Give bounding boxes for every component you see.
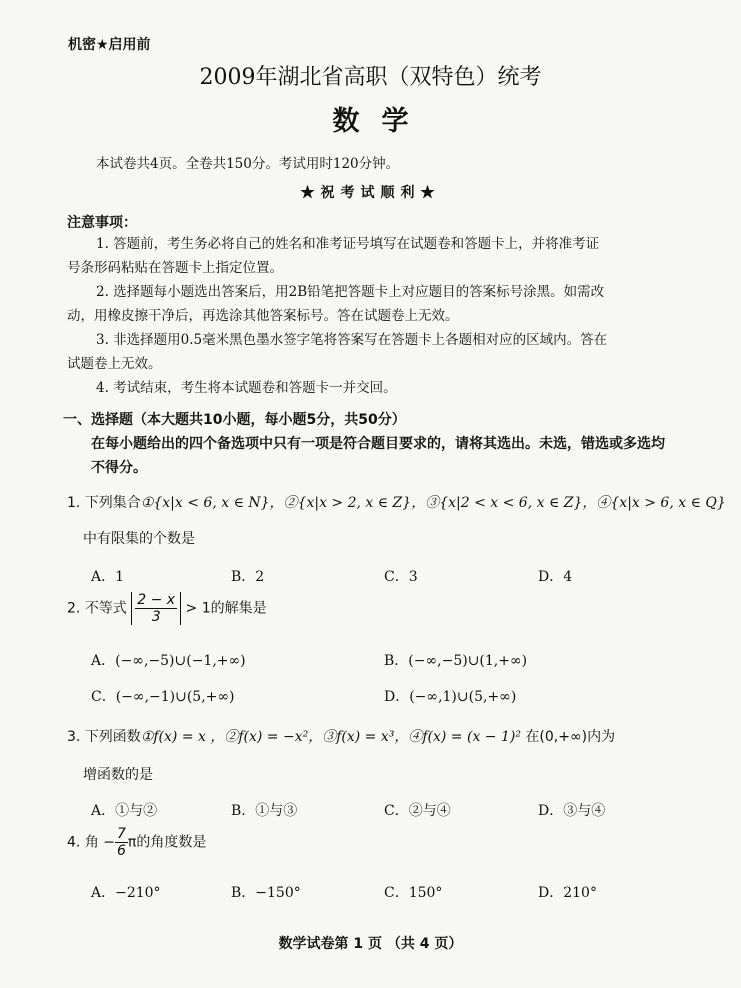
option-d: D．③与④ — [538, 803, 606, 819]
question-number: 1. — [67, 495, 81, 511]
fraction — [115, 826, 128, 859]
option-a: A．①与② — [91, 803, 158, 819]
note-line: 2. 选择题每小题选出答案后，用2B铅笔把答题卡上对应题目的答案标号涂黑。如需改 — [96, 284, 605, 300]
section-title: 一、选择题（本大题共10小题，每小题5分，共50分） — [63, 412, 406, 428]
exam-title: 2009年湖北省高职（双特色）统考 — [199, 65, 542, 90]
note-line: 试题卷上无效。 — [67, 356, 162, 372]
exam-intro: 本试卷共4页。全卷共150分。考试用时120分钟。 — [96, 156, 400, 172]
question-number: 3. — [67, 729, 81, 745]
subject-title: 数学 — [332, 106, 431, 137]
set-expression: ，④{x|x > 6, x ∈ Q} — [582, 495, 726, 511]
fraction-denominator: 6 — [117, 843, 126, 859]
question-prefix: 下列函数 — [84, 729, 141, 745]
page-footer: 数学试卷第 1 页 （共 4 页） — [278, 936, 463, 952]
question-suffix: π的角度数是 — [127, 834, 207, 851]
option-a: A．1 — [91, 569, 125, 585]
option-b: B．①与③ — [231, 803, 298, 819]
note-line: 号条形码粘贴在答题卡上指定位置。 — [67, 260, 283, 276]
confidential-label: 机密★启用前 — [68, 37, 151, 53]
option-a: A．−210° — [91, 885, 161, 901]
good-luck-banner: ★祝考试顺利★ — [300, 185, 441, 201]
question-suffix: > 1的解集是 — [185, 600, 267, 617]
option-b: B．2 — [231, 569, 265, 585]
question-number: 2. — [67, 600, 81, 617]
note-line: 3. 非选择题用0.5毫米黑色墨水签字笔将答案写在答题卡上各题相对应的区域内。答在 — [96, 332, 608, 348]
option-d: D．(−∞,1)∪(5,+∞) — [384, 689, 517, 705]
option-a: A．(−∞,−5)∪(−1,+∞) — [91, 653, 246, 669]
option-c: C．②与④ — [384, 803, 451, 819]
note-line: 1. 答题前，考生务必将自己的姓名和准考证号填写在试题卷和答题卡上，并将准考证 — [96, 236, 600, 252]
question-number: 4. — [67, 834, 81, 851]
option-c: C．(−∞,−1)∪(5,+∞) — [91, 689, 235, 705]
question-continuation: 增函数的是 — [83, 767, 153, 783]
function-list: ①f(x) = x ，②f(x) = −x²，③f(x) = x³，④f(x) = (x − 1)² — [140, 729, 521, 745]
option-d: D．210° — [538, 885, 597, 901]
option-c: C．3 — [384, 569, 418, 585]
option-d: D．4 — [538, 569, 573, 585]
set-expression: ①{x|x < 6, x ∈ N} — [140, 495, 270, 511]
option-b: B．(−∞,−5)∪(1,+∞) — [384, 653, 528, 669]
option-c: C．150° — [384, 885, 443, 901]
question-2 — [67, 592, 267, 625]
fraction-numerator: 2 − x — [137, 592, 176, 608]
option-b: B．−150° — [231, 885, 301, 901]
set-expression: ，③{x|2 < x < 6, x ∈ Z} — [411, 495, 583, 511]
set-expression: ，②{x|x > 2, x ∈ Z} — [269, 495, 412, 511]
section-description: 在每小题给出的四个备选项中只有一项是符合题目要求的，请将其选出。未选，错选或多选均不得分。 — [91, 436, 665, 476]
question-prefix: 角 − — [84, 834, 115, 851]
question-3 — [67, 726, 615, 746]
question-prefix: 下列集合 — [84, 495, 141, 511]
note-line: 动，用橡皮擦干净后，再选涂其他答案标号。答在试题卷上无效。 — [67, 308, 459, 324]
question-1 — [67, 492, 726, 512]
absolute-value — [131, 592, 181, 625]
question-suffix: 在(0,+∞)内为 — [525, 729, 616, 745]
note-line: 4. 考试结束，考生将本试题卷和答题卡一并交回。 — [96, 380, 397, 396]
fraction — [135, 592, 177, 625]
question-prefix: 不等式 — [84, 600, 127, 617]
fraction-denominator: 3 — [151, 609, 161, 625]
fraction-numerator: 7 — [117, 826, 126, 842]
question-4 — [67, 826, 206, 859]
question-continuation: 中有限集的个数是 — [83, 531, 195, 547]
notes-title: 注意事项： — [67, 215, 137, 231]
